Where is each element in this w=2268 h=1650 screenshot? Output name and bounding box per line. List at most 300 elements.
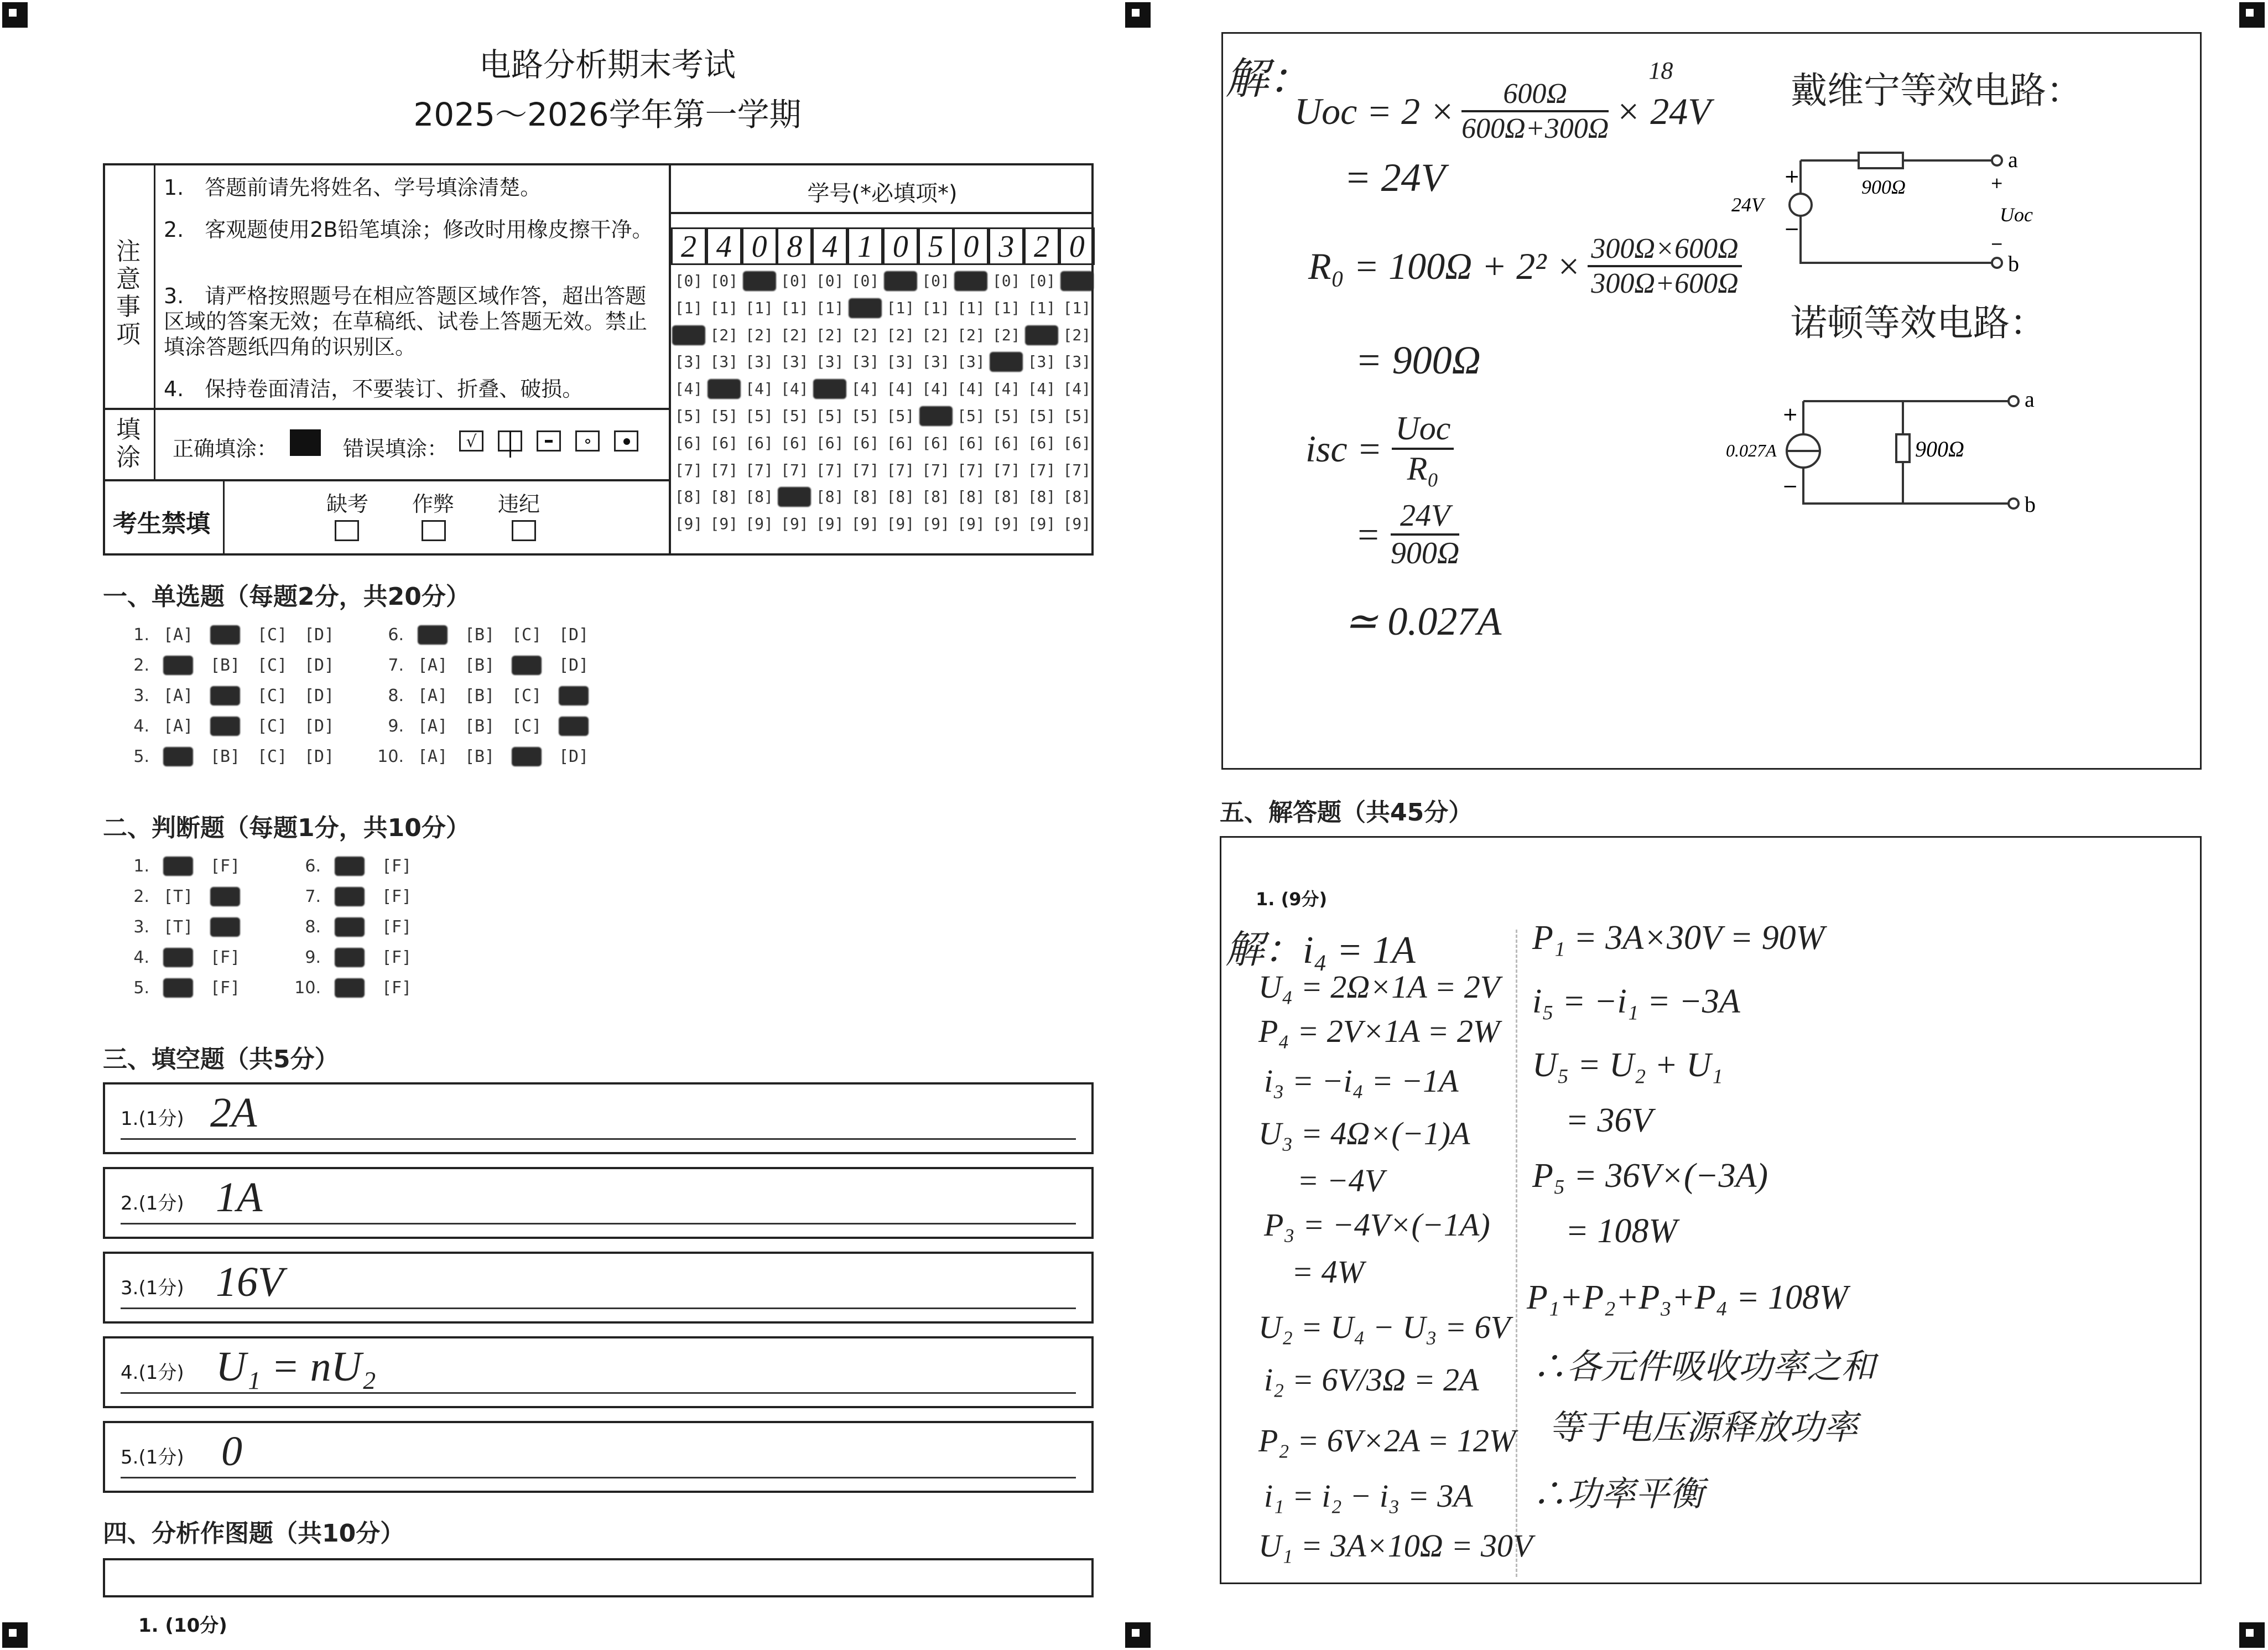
wrong-fill-label: 错误填涂： xyxy=(343,437,449,461)
id-bubble-8[interactable]: [8] xyxy=(886,487,915,506)
id-bubble-9[interactable]: [9] xyxy=(781,515,809,533)
id-bubble-9[interactable]: [9] xyxy=(745,515,773,533)
id-bubble-3[interactable]: [3] xyxy=(957,352,985,371)
id-bubble-0[interactable]: [0] xyxy=(781,272,809,290)
id-bubble-3[interactable]: [3] xyxy=(674,352,703,371)
tf-option-F[interactable]: [F] xyxy=(210,857,241,876)
note-item: 1. 答题前请先将姓名、学号填涂清楚。 xyxy=(164,175,542,200)
tf-option-F[interactable]: [F] xyxy=(382,857,412,876)
tf-option-T[interactable]: [T] xyxy=(163,917,194,937)
tf-section-title: 二、判断题（每题1分，共10分） xyxy=(103,814,470,842)
hw-essay-line: i₅ = −i₁ = −3A xyxy=(1532,983,1740,1020)
id-bubble-7[interactable]: [7] xyxy=(957,460,985,479)
hw-text: 900Ω xyxy=(1861,176,1906,198)
mc-option-D[interactable]: [D] xyxy=(304,747,335,766)
column-divider xyxy=(1516,930,1517,1577)
analysis-section-title: 四、分析作图题（共10分） xyxy=(103,1519,405,1548)
mc-option-C[interactable]: [C] xyxy=(257,717,288,736)
mc-option-A[interactable]: [A] xyxy=(418,717,448,736)
essay-q1-label: 1. (9分) xyxy=(1256,889,1328,910)
id-bubble-7[interactable]: [7] xyxy=(781,460,809,479)
hw-thevenin-title: 戴维宁等效电路： xyxy=(1791,69,2083,112)
mc-option-C[interactable]: [C] xyxy=(257,656,288,675)
hw-text: 300Ω+600Ω xyxy=(1591,268,1739,299)
hw-essay-line: P₁+P₂+P₃+P₄ = 108W xyxy=(1527,1279,1848,1316)
absent-checkbox[interactable] xyxy=(335,520,359,541)
id-bubble-1[interactable]: [1] xyxy=(957,298,985,317)
hw-text: 300Ω×600Ω xyxy=(1588,232,1741,267)
id-bubble-2[interactable]: [2] xyxy=(992,325,1021,344)
mc-option-B[interactable] xyxy=(210,686,240,705)
mc-option-A[interactable]: [A] xyxy=(418,747,448,766)
id-bubble-2[interactable]: [2] xyxy=(745,325,773,344)
id-bubble-7[interactable]: [7] xyxy=(815,460,844,479)
thevenin-circuit-diagram xyxy=(1726,138,2113,282)
id-bubble-4[interactable]: [4] xyxy=(886,380,915,398)
id-bubble-9[interactable]: [9] xyxy=(957,515,985,533)
mc-option-A[interactable]: [A] xyxy=(163,717,194,736)
mc-option-A[interactable] xyxy=(418,625,448,645)
id-bubble-6[interactable]: [6] xyxy=(1027,433,1056,452)
id-bubble-0[interactable]: [0] xyxy=(815,272,844,290)
hw-essay-line: P₃ = −4V×(−1A) xyxy=(1264,1207,1490,1243)
id-bubble-5[interactable]: [5] xyxy=(710,407,738,425)
id-bubble-8[interactable]: [8] xyxy=(957,487,985,506)
mc-option-B[interactable] xyxy=(210,717,240,736)
id-bubble-9[interactable]: [9] xyxy=(992,515,1021,533)
id-bubble-1[interactable]: [1] xyxy=(815,298,844,317)
id-bubble-2[interactable]: [2] xyxy=(1063,325,1091,344)
id-bubble-1[interactable]: [1] xyxy=(1027,298,1056,317)
tf-option-F[interactable]: [F] xyxy=(382,978,412,998)
tf-option-F[interactable]: [F] xyxy=(382,887,412,906)
id-bubble-1[interactable]: [1] xyxy=(781,298,809,317)
mc-option-D[interactable]: [D] xyxy=(304,686,335,705)
tf-option-F[interactable]: [F] xyxy=(382,948,412,967)
mc-option-C[interactable] xyxy=(512,747,542,766)
mc-option-A[interactable]: [A] xyxy=(418,656,448,675)
hw-text: 900Ω xyxy=(1915,437,1964,461)
mc-option-C[interactable]: [C] xyxy=(257,686,288,705)
id-bubble-3[interactable]: [3] xyxy=(745,352,773,371)
question-number: 10. xyxy=(294,978,321,998)
id-bubble-1[interactable]: [1] xyxy=(745,298,773,317)
mc-option-B[interactable]: [B] xyxy=(465,686,495,705)
question-number: 2. xyxy=(133,887,149,906)
id-bubble-7[interactable]: [7] xyxy=(674,460,703,479)
id-bubble-2[interactable]: [2] xyxy=(815,325,844,344)
id-bubble-4[interactable]: [4] xyxy=(922,380,950,398)
hw-text: + xyxy=(1990,174,2004,192)
mc-option-B[interactable]: [B] xyxy=(210,747,241,766)
hw-text: = 24V xyxy=(1344,155,1445,200)
id-bubble-8[interactable]: [8] xyxy=(992,487,1021,506)
student-id-digit: 2 xyxy=(671,227,706,265)
hw-essay-line: P₁ = 3A×30V = 90W xyxy=(1532,919,1825,957)
handwritten-answer: 0 xyxy=(221,1428,242,1475)
id-bubble-8[interactable]: [8] xyxy=(745,487,773,506)
id-bubble-4[interactable]: [4] xyxy=(992,380,1021,398)
id-bubble-3[interactable] xyxy=(990,352,1023,372)
id-bubble-3[interactable]: [3] xyxy=(886,352,915,371)
id-bubble-5[interactable]: [5] xyxy=(957,407,985,425)
student-id-digit: 0 xyxy=(1059,227,1095,265)
handwritten-answer: U₁ = nU₂ xyxy=(216,1343,376,1390)
wrong-sample-dot xyxy=(614,430,638,452)
mc-option-A[interactable] xyxy=(163,656,193,675)
id-bubble-6[interactable]: [6] xyxy=(851,433,880,452)
id-bubble-4[interactable]: [4] xyxy=(674,380,703,398)
mc-option-D[interactable] xyxy=(559,717,589,736)
id-bubble-4[interactable]: [4] xyxy=(781,380,809,398)
student-id-digit: 5 xyxy=(918,227,954,265)
hw-essay-line: = 4W xyxy=(1292,1254,1364,1290)
question-number: 6. xyxy=(388,625,404,645)
mc-option-D[interactable]: [D] xyxy=(559,747,589,766)
hw-essay-line: = 108W xyxy=(1565,1212,1677,1250)
hw-essay-line: ∴各元件吸收功率之和 xyxy=(1532,1348,1876,1386)
mc-option-A[interactable]: [A] xyxy=(163,686,194,705)
mc-option-C[interactable]: [C] xyxy=(512,686,542,705)
tf-option-F[interactable]: [F] xyxy=(382,917,412,937)
fill-answer-box[interactable] xyxy=(103,1421,1094,1493)
id-bubble-1[interactable]: [1] xyxy=(886,298,915,317)
corner-marker xyxy=(1125,2,1151,28)
hw-essay-line: 等于电压源释放功率 xyxy=(1549,1409,1858,1447)
id-bubble-3[interactable]: [3] xyxy=(815,352,844,371)
forbidden-label: 考生禁填 xyxy=(113,510,210,538)
hw-text: = xyxy=(1355,513,1381,556)
id-bubble-6[interactable]: [6] xyxy=(745,433,773,452)
mc-option-D[interactable]: [D] xyxy=(304,625,335,645)
corner-marker xyxy=(2,1622,28,1648)
tf-option-T[interactable] xyxy=(335,948,365,967)
id-bubble-1[interactable]: [1] xyxy=(674,298,703,317)
id-bubble-7[interactable]: [7] xyxy=(745,460,773,479)
voltage-source-icon xyxy=(1790,194,1812,216)
hw-essay-line: U₃ = 4Ω×(−1)A xyxy=(1258,1115,1470,1151)
discipline-checkbox[interactable] xyxy=(512,520,536,541)
mc-option-C[interactable]: [C] xyxy=(512,625,542,645)
cheat-checkbox[interactable] xyxy=(422,520,446,541)
question-number: 1. xyxy=(133,625,149,645)
id-bubble-7[interactable]: [7] xyxy=(1027,460,1056,479)
id-bubble-6[interactable]: [6] xyxy=(781,433,809,452)
id-bubble-3[interactable]: [3] xyxy=(1027,352,1056,371)
wrong-sample-check: √ xyxy=(459,430,483,452)
tf-option-F[interactable]: [F] xyxy=(210,978,241,998)
id-bubble-0[interactable]: [0] xyxy=(992,272,1021,290)
id-bubble-5[interactable]: [5] xyxy=(992,407,1021,425)
tf-option-T[interactable] xyxy=(163,948,193,967)
wrong-sample-line xyxy=(498,430,522,452)
hw-text: R₀ xyxy=(1407,450,1439,487)
id-bubble-9[interactable]: [9] xyxy=(815,515,844,533)
hw-text: + xyxy=(1784,165,1800,188)
mc-option-A[interactable] xyxy=(163,747,193,766)
mc-section-title: 一、单选题（每题2分，共20分） xyxy=(103,583,470,611)
question-number: 4. xyxy=(133,948,149,967)
id-bubble-2[interactable] xyxy=(1025,325,1058,345)
tf-option-T[interactable] xyxy=(335,887,365,906)
correct-fill-label: 正确填涂： xyxy=(173,437,278,461)
id-bubble-0[interactable]: [0] xyxy=(851,272,880,290)
tf-option-F[interactable]: [F] xyxy=(210,948,241,967)
id-bubble-8[interactable]: [8] xyxy=(674,487,703,506)
hw-correction: 18 xyxy=(1648,56,1673,84)
id-bubble-7[interactable]: [7] xyxy=(710,460,738,479)
id-bubble-0[interactable]: [0] xyxy=(1027,272,1056,290)
id-bubble-2[interactable]: [2] xyxy=(886,325,915,344)
id-bubble-6[interactable]: [6] xyxy=(710,433,738,452)
hw-essay-line: i₁ = i₂ − i₃ = 3A xyxy=(1264,1478,1473,1514)
mc-option-D[interactable] xyxy=(559,686,589,705)
hw-essay-line: 解：i₄ = 1A xyxy=(1225,929,1416,972)
id-bubble-8[interactable]: [8] xyxy=(1027,487,1056,506)
id-bubble-9[interactable]: [9] xyxy=(886,515,915,533)
id-bubble-8[interactable] xyxy=(778,487,811,507)
id-bubble-0[interactable]: [0] xyxy=(674,272,703,290)
question-number: 10. xyxy=(377,747,404,766)
corner-marker xyxy=(2239,2,2265,28)
hw-text: 0.027A xyxy=(1726,440,1777,460)
hw-text: = 900Ω xyxy=(1355,338,1481,382)
hw-essay-line: P₂ = 6V×2A = 12W xyxy=(1258,1423,1516,1459)
tf-option-T[interactable] xyxy=(335,857,365,876)
hw-text: Uoc xyxy=(2000,204,2033,226)
id-bubble-1[interactable]: [1] xyxy=(1063,298,1091,317)
note-item: 2. 客观题使用2B铅笔填涂；修改时用橡皮擦干净。 xyxy=(164,217,653,242)
absent-label: 缺考 xyxy=(326,492,369,516)
id-bubble-4[interactable]: [4] xyxy=(1063,380,1091,398)
id-bubble-8[interactable]: [8] xyxy=(710,487,738,506)
id-bubble-3[interactable]: [3] xyxy=(1063,352,1091,371)
id-bubble-0[interactable]: [0] xyxy=(922,272,950,290)
hw-text: 600Ω+300Ω xyxy=(1461,113,1609,144)
id-bubble-3[interactable]: [3] xyxy=(851,352,880,371)
hw-text: 900Ω xyxy=(1390,536,1460,570)
mc-option-C[interactable]: [C] xyxy=(257,747,288,766)
student-id-digit: 4 xyxy=(706,227,742,265)
corner-marker xyxy=(2,2,28,28)
mc-option-D[interactable]: [D] xyxy=(304,656,335,675)
id-bubble-2[interactable] xyxy=(672,325,705,345)
mc-option-C[interactable]: [C] xyxy=(512,717,542,736)
id-bubble-5[interactable]: [5] xyxy=(674,407,703,425)
question-number: 7. xyxy=(388,656,404,675)
hw-text: Uoc xyxy=(1392,409,1454,450)
id-bubble-5[interactable]: [5] xyxy=(886,407,915,425)
id-bubble-5[interactable]: [5] xyxy=(1063,407,1091,425)
mc-option-C[interactable]: [C] xyxy=(257,625,288,645)
question-number: 3. xyxy=(133,917,149,937)
question-number: 9. xyxy=(305,948,321,967)
hw-essay-line: U₅ = U₂ + U₁ xyxy=(1532,1046,1723,1084)
mc-option-C[interactable] xyxy=(512,656,542,675)
mc-option-B[interactable]: [B] xyxy=(210,656,241,675)
id-bubble-1[interactable]: [1] xyxy=(992,298,1021,317)
id-bubble-6[interactable]: [6] xyxy=(674,433,703,452)
id-bubble-5[interactable]: [5] xyxy=(1027,407,1056,425)
id-bubble-6[interactable]: [6] xyxy=(957,433,985,452)
student-id-label: 学号(*必填项*) xyxy=(807,181,958,206)
question-number: 6. xyxy=(305,857,321,876)
discipline-label: 违纪 xyxy=(498,492,540,516)
hw-text: − xyxy=(1990,235,2004,253)
question-number: 3. xyxy=(133,686,149,705)
id-bubble-4[interactable] xyxy=(708,379,741,399)
question-number: 1. xyxy=(133,857,149,876)
id-bubble-5[interactable]: [5] xyxy=(781,407,809,425)
hw-text: + xyxy=(1782,403,1798,426)
id-bubble-7[interactable]: [7] xyxy=(886,460,915,479)
id-bubble-4[interactable]: [4] xyxy=(957,380,985,398)
hw-r0-equation xyxy=(1308,232,1742,300)
hw-text: − xyxy=(1784,218,1800,240)
id-bubble-0[interactable] xyxy=(954,271,987,291)
student-id-digit: 0 xyxy=(742,227,777,265)
id-bubble-6[interactable]: [6] xyxy=(922,433,950,452)
id-bubble-8[interactable]: [8] xyxy=(851,487,880,506)
tf-option-T[interactable] xyxy=(335,978,365,998)
id-bubble-6[interactable]: [6] xyxy=(992,433,1021,452)
question-label: 3.(1分) xyxy=(121,1277,184,1299)
tf-option-F[interactable] xyxy=(210,887,240,906)
hw-essay-line: ∴功率平衡 xyxy=(1532,1476,1704,1513)
fill-answer-box[interactable] xyxy=(103,1252,1094,1324)
hw-text: × 24V xyxy=(1615,90,1711,132)
corner-marker xyxy=(1125,1622,1151,1648)
tf-option-T[interactable] xyxy=(163,978,193,998)
id-bubble-7[interactable]: [7] xyxy=(922,460,950,479)
id-bubble-3[interactable]: [3] xyxy=(922,352,950,371)
id-bubble-5[interactable]: [5] xyxy=(745,407,773,425)
question-label: 4.(1分) xyxy=(121,1362,184,1384)
tf-option-T[interactable]: [T] xyxy=(163,887,194,906)
id-bubble-6[interactable]: [6] xyxy=(815,433,844,452)
exam-title: 电路分析期末考试 xyxy=(478,46,736,84)
mc-option-A[interactable]: [A] xyxy=(163,625,194,645)
id-bubble-9[interactable]: [9] xyxy=(1027,515,1056,533)
id-bubble-3[interactable]: [3] xyxy=(781,352,809,371)
hw-text: a xyxy=(2008,147,2018,172)
hw-essay-line: P₄ = 2V×1A = 2W xyxy=(1258,1013,1500,1049)
id-bubble-9[interactable]: [9] xyxy=(710,515,738,533)
id-bubble-5[interactable]: [5] xyxy=(815,407,844,425)
id-bubble-7[interactable]: [7] xyxy=(851,460,880,479)
hw-text: Uoc = 2 × xyxy=(1294,90,1455,132)
hw-text: 600Ω xyxy=(1461,77,1609,112)
hw-text: b xyxy=(2025,492,2036,517)
id-bubble-2[interactable]: [2] xyxy=(710,325,738,344)
fill-guide-label: 填涂 xyxy=(116,416,141,471)
id-bubble-5[interactable] xyxy=(919,406,953,426)
id-bubble-0[interactable]: [0] xyxy=(710,272,738,290)
id-bubble-0[interactable] xyxy=(1060,271,1094,291)
fill-answer-box[interactable] xyxy=(103,1167,1094,1239)
id-bubble-1[interactable]: [1] xyxy=(710,298,738,317)
id-bubble-0[interactable] xyxy=(884,271,917,291)
cheat-label: 作弊 xyxy=(412,492,455,516)
mc-option-B[interactable]: [B] xyxy=(465,747,495,766)
id-bubble-2[interactable]: [2] xyxy=(851,325,880,344)
hw-text: 24V xyxy=(1391,498,1460,536)
hw-text: R₀ = 100Ω + 2² × xyxy=(1308,245,1582,287)
hw-essay-line: = 36V xyxy=(1565,1102,1653,1139)
hw-text: isc = xyxy=(1305,427,1382,470)
student-id-digit: 2 xyxy=(1024,227,1059,265)
id-bubble-8[interactable]: [8] xyxy=(922,487,950,506)
student-id-digit: 0 xyxy=(953,227,989,265)
hw-essay-line: U₄ = 2Ω×1A = 2V xyxy=(1258,969,1500,1005)
id-bubble-6[interactable]: [6] xyxy=(1063,433,1091,452)
id-bubble-3[interactable]: [3] xyxy=(710,352,738,371)
id-bubble-6[interactable]: [6] xyxy=(886,433,915,452)
mc-option-B[interactable]: [B] xyxy=(465,717,495,736)
mc-option-D[interactable]: [D] xyxy=(304,717,335,736)
id-bubble-9[interactable]: [9] xyxy=(851,515,880,533)
mc-option-D[interactable]: [D] xyxy=(559,656,589,675)
mc-option-B[interactable]: [B] xyxy=(465,656,495,675)
id-bubble-7[interactable]: [7] xyxy=(1063,460,1091,479)
question-label: 2.(1分) xyxy=(121,1192,184,1215)
id-bubble-0[interactable] xyxy=(743,271,776,291)
hw-essay-line: i₃ = −i₄ = −1A xyxy=(1264,1063,1459,1099)
mc-option-D[interactable]: [D] xyxy=(559,625,589,645)
fill-answer-box[interactable] xyxy=(103,1082,1094,1154)
question-number: 8. xyxy=(388,686,404,705)
exam-term: 2025～2026学年第一学期 xyxy=(413,96,802,133)
id-bubble-2[interactable]: [2] xyxy=(922,325,950,344)
id-bubble-2[interactable]: [2] xyxy=(957,325,985,344)
question-label: 5.(1分) xyxy=(121,1446,184,1469)
id-bubble-1[interactable]: [1] xyxy=(922,298,950,317)
mc-option-B[interactable]: [B] xyxy=(465,625,495,645)
hw-text: 解： xyxy=(1225,55,1312,103)
mc-option-A[interactable]: [A] xyxy=(418,686,448,705)
hw-uoc-equation xyxy=(1294,56,1711,145)
id-bubble-4[interactable]: [4] xyxy=(851,380,880,398)
question-number: 8. xyxy=(305,917,321,937)
student-id-digit: 0 xyxy=(883,227,918,265)
id-bubble-9[interactable]: [9] xyxy=(1063,515,1091,533)
note-item: 3. 请严格按照题号在相应答题区域作答，超出答题区域的答案无效；在草稿纸、试卷上答题无效。禁止填涂答题纸四角的识别区。 xyxy=(164,284,648,359)
question-number: 7. xyxy=(305,887,321,906)
id-bubble-1[interactable] xyxy=(849,298,882,318)
hw-text: − xyxy=(1782,475,1798,497)
id-bubble-4[interactable]: [4] xyxy=(1027,380,1056,398)
id-bubble-9[interactable]: [9] xyxy=(674,515,703,533)
hw-essay-line: U₂ = U₄ − U₃ = 6V xyxy=(1258,1309,1510,1345)
id-bubble-9[interactable]: [9] xyxy=(922,515,950,533)
analysis-q1-label: 1. (10分) xyxy=(138,1615,227,1637)
tf-option-T[interactable] xyxy=(335,917,365,937)
id-bubble-8[interactable]: [8] xyxy=(1063,487,1091,506)
id-bubble-5[interactable]: [5] xyxy=(851,407,880,425)
mc-option-B[interactable] xyxy=(210,625,240,645)
id-bubble-2[interactable]: [2] xyxy=(781,325,809,344)
handwritten-answer: 1A xyxy=(216,1174,263,1221)
question-number: 2. xyxy=(133,656,149,675)
id-bubble-4[interactable] xyxy=(813,379,846,399)
id-bubble-4[interactable]: [4] xyxy=(745,380,773,398)
tf-option-F[interactable] xyxy=(210,917,240,937)
id-bubble-8[interactable]: [8] xyxy=(815,487,844,506)
question-number: 5. xyxy=(133,978,149,998)
tf-option-T[interactable] xyxy=(163,857,193,876)
fill-answer-box[interactable] xyxy=(103,1336,1094,1408)
id-bubble-7[interactable]: [7] xyxy=(992,460,1021,479)
